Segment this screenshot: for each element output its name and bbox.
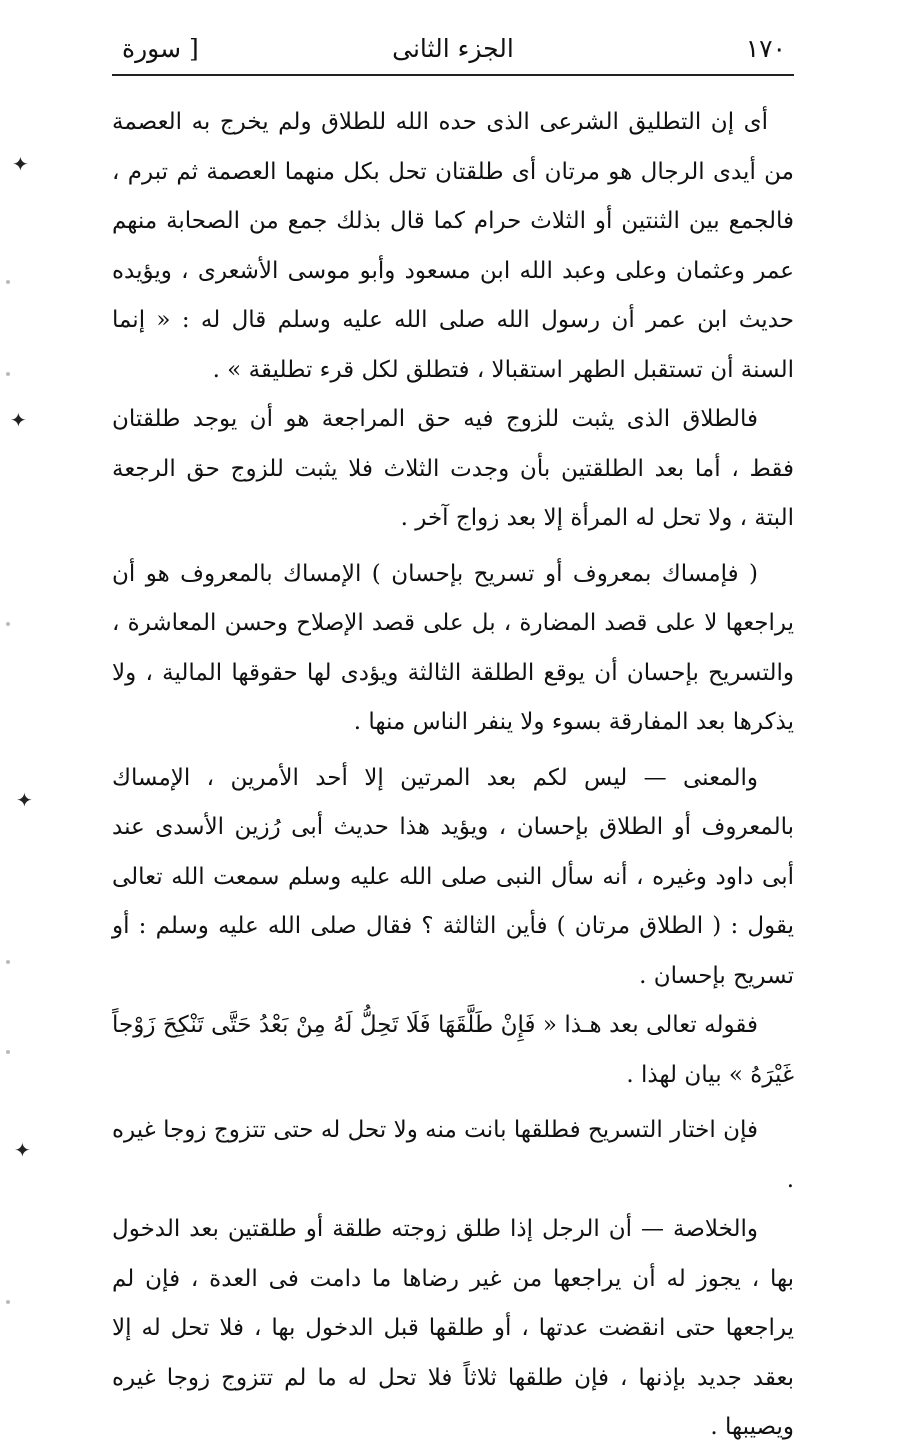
margin-speck (6, 960, 10, 964)
margin-speck (6, 1050, 10, 1054)
paragraph-5: فقوله تعالى بعد هـذا « فَإِنْ طَلَّقَهَا فَلَا تَحِلُّ لَهُ مِنْ بَعْدُ حَتَّى تَنْكِحَ زَوْجاً غَيْرَهُ » بيان لهذا . (112, 1012, 794, 1088)
page-header (112, 30, 794, 76)
margin-ornament-icon: ✦ (12, 152, 29, 176)
margin-ornament-icon: ✦ (10, 408, 27, 432)
header-rule (112, 74, 794, 76)
page-body (112, 98, 794, 1453)
paragraph-6: فإن اختار التسريح فطلقها بانت منه ولا تحل له حتى تتزوج زوجا غيره . (112, 1117, 794, 1193)
margin-speck (6, 372, 10, 376)
paragraph-1: أى إن التطليق الشرعى الذى حده الله للطلاق ولم يخرج به العصمة من أيدى الرجال هو مرتان أى طلقتان تحل بكل منهما العصمة ثم تبرم ، فالجمع بين الثنتين أو الثلاث حرام كما قال بذلك جمع من الصحابة منهم عمر وعثمان وعلى وعبد الله ابن مسعود وأبو موسى الأشعرى ، ويؤيده حديث ابن عمر أن رسول الله صلى الله عليه وسلم قال له : « إنما السنة أن تستقبل الطهر استقبالا ، فتطلق لكل قرء تطليقة » . (112, 109, 794, 383)
margin-speck (6, 622, 10, 626)
margin-speck (6, 1300, 10, 1304)
margin-ornament-icon: ✦ (14, 1138, 31, 1162)
part-title: الجزء الثانى (392, 34, 514, 63)
paragraph-2: فالطلاق الذى يثبت للزوج فيه حق المراجعة هو أن يوجد طلقتان فقط ، أما بعد الطلقتين بأن وجدت الثلاث فلا يثبت للزوج حق الرجعة البتة ، ولا تحل له المرأة إلا بعد زواج آخر . (112, 406, 794, 531)
paragraph-3: ( فإمساك بمعروف أو تسريح بإحسان ) الإمساك بالمعروف هو أن يراجعها لا على قصد المضارة ، بل على قصد الإصلاح وحسن المعاشرة ، والتسريح بإحسان أن يوقع الطلقة الثالثة ويؤدى لها حقوقها المالية ، ولا يذكرها بعد المفارقة بسوء ولا ينفر الناس منها . (112, 560, 794, 735)
surah-label: [ سورة (122, 34, 199, 63)
margin-speck (6, 280, 10, 284)
paragraph-7: والخلاصة — أن الرجل إذا طلق زوجته طلقة أو طلقتين بعد الدخول بها ، يجوز له أن يراجعها من غير رضاها ما دامت فى العدة ، فإن لم يراجعها حتى انقضت عدتها ، أو طلقها قبل الدخول بها ، فلا تحل له إلا بعقد جديد بإذنها ، فإن طلقها ثلاثاً فلا تحل له ما لم تتزوج زوجا غيره ويصيبها . (112, 1216, 794, 1440)
page-number: ١٧٠ (745, 34, 786, 63)
margin-ornament-icon: ✦ (16, 788, 33, 812)
paragraph-4: والمعنى — ليس لكم بعد المرتين إلا أحد الأمرين ، الإمساك بالمعروف أو الطلاق بإحسان ، ويؤيد هذا حديث أبى رُزين الأسدى عند أبى داود وغيره ، أنه سأل النبى صلى الله عليه وسلم سمعت الله تعالى يقول : ( الطلاق مرتان ) فأين الثالثة ؟ فقال صلى الله عليه وسلم : أو تسريح بإحسان . (112, 764, 794, 989)
